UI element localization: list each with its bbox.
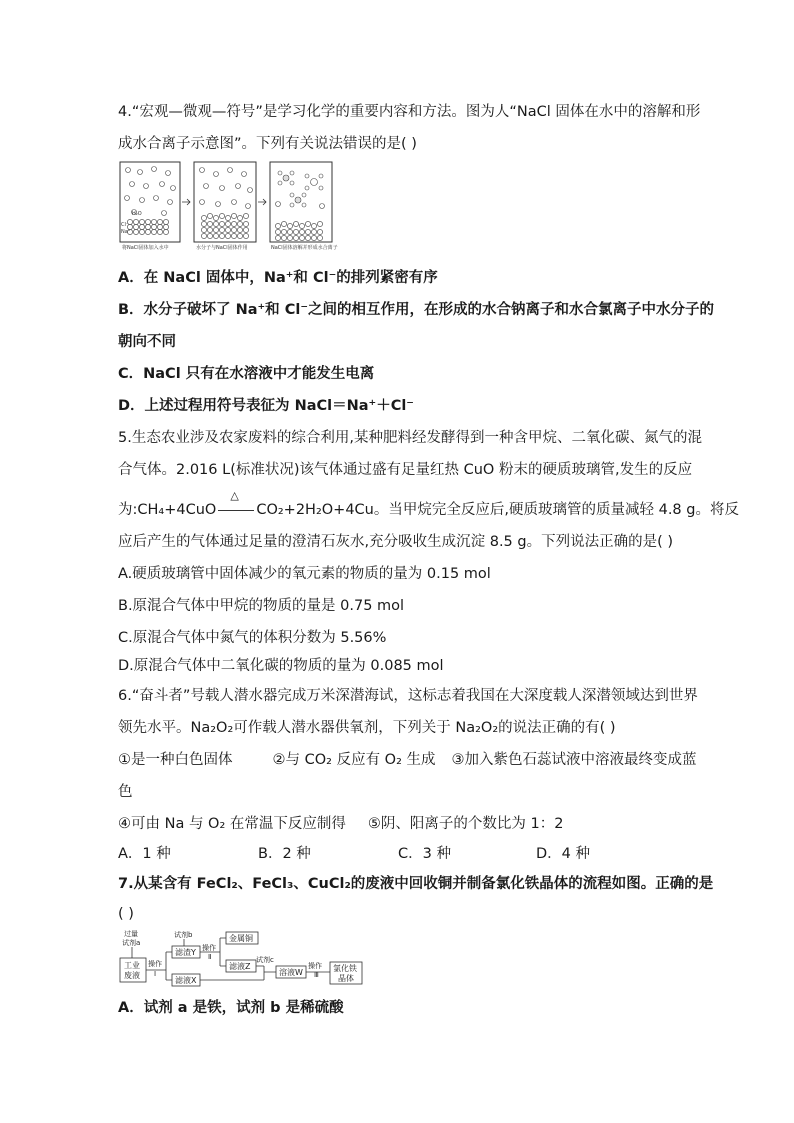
q6-statement-3: ③加入紫色石蕊试液中溶液最终变成蓝	[451, 752, 697, 768]
q5-equation-left: 为:CH₄+4CuO	[118, 502, 217, 518]
flow-waste-line-2: 废液	[124, 971, 140, 980]
flow-product-line-1: 氯化铁	[333, 964, 357, 973]
figure-caption-1: 将NaCl固体加入水中	[122, 245, 169, 251]
flow-reagent-c: 试剂c	[256, 956, 274, 964]
q6-option-c: C．3 种	[398, 846, 451, 862]
q5-option-c: C.原混合气体中氮气的体积分数为 5.56%	[118, 630, 387, 646]
flow-op1-line-2: Ⅰ	[154, 970, 157, 978]
q5-option-d: D.原混合气体中二氧化碳的物质的量为 0.085 mol	[118, 658, 444, 674]
flow-op2-line-2: Ⅱ	[208, 953, 212, 961]
q5-stem-line-1: 5.生态农业涉及农家废料的综合利用,某种肥料经发酵得到一种含甲烷、二氧化碳、氮气的混	[118, 430, 702, 446]
nacl-lattice-1	[127, 219, 168, 234]
q7-option-a: A．试剂 a 是铁，试剂 b 是稀硫酸	[118, 1000, 344, 1016]
q5-option-b: B.原混合气体中甲烷的物质的量是 0.75 mol	[118, 598, 405, 614]
q6-option-a: A．1 种	[118, 846, 171, 862]
q5-stem-line-3	[118, 489, 739, 520]
nacl-dissolution-figure	[118, 160, 362, 252]
figure-caption-2: 水分子与NaCl固体作用	[196, 245, 248, 251]
reaction-condition	[216, 489, 256, 520]
figure-caption-3: NaCl固体溶解并形成水合离子	[271, 245, 338, 251]
q4-option-b-line-1: B．水分子破坏了 Na⁺和 Cl⁻之间的相互作用，在形成的水合钠离子和水合氯离子中水分子的	[118, 302, 714, 318]
flow-connector	[200, 938, 226, 966]
flow-filtrate-z: 滤液Z	[229, 962, 251, 971]
flow-op3-line-2: Ⅲ	[314, 971, 319, 979]
flow-metal-cu: 金属铜	[229, 934, 253, 943]
q6-statement-5: ⑤阴、阳离子的个数比为 1：2	[367, 816, 564, 832]
process-flow-diagram	[118, 928, 368, 990]
q6-statements-row-1	[118, 750, 697, 770]
q6-statements-row-2	[118, 814, 563, 834]
flow-op2-line-1: 操作	[202, 944, 216, 952]
q5-equation-right: CO₂+2H₂O+4Cu。当甲烷完全反应后,硬质玻璃管的质量减轻 4.8 g。将反	[256, 502, 739, 518]
flow-residue-y: 滤渣Y	[175, 948, 196, 957]
q4-option-c: C．NaCl 只有在水溶液中才能发生电离	[118, 366, 375, 382]
q4-option-a: A．在 NaCl 固体中，Na⁺和 Cl⁻的排列紧密有序	[118, 270, 438, 286]
figure-label-na: Na⁺	[121, 229, 131, 235]
arrow-icon	[258, 199, 266, 205]
q6-statement-2: ②与 CO₂ 反应有 O₂ 生成	[272, 752, 436, 768]
flow-reagent-a-line-1: 过量	[124, 930, 138, 938]
flow-filtrate-x: 滤液X	[175, 976, 197, 985]
q6-statement-4: ④可由 Na 与 O₂ 在常温下反应制得	[118, 816, 346, 832]
flow-product-line-2: 晶体	[338, 974, 354, 983]
q7-stem-line-1: 7.从某含有 FeCl₂、FeCl₃、CuCl₂的废液中回收铜并制备氯化铁晶体的流程如图。正确的是	[118, 876, 714, 892]
q6-statement-1: ①是一种白色固体	[118, 752, 233, 768]
q7-stem-line-2: ( )	[118, 906, 134, 922]
q6-statement-3-cont: 色	[118, 784, 133, 800]
figure-label-water: H₂O	[132, 211, 142, 217]
q5-stem-line-4: 应后产生的气体通过足量的澄清石灰水,充分吸收生成沉淀 8.5 g。下列说法正确的是( )	[118, 534, 674, 550]
q5-stem-line-2: 合气体。2.016 L(标准状况)该气体通过盛有足量红热 CuO 粉末的硬质玻璃管,发生的反应	[118, 462, 693, 478]
flow-solution-w: 溶液W	[279, 968, 303, 977]
flow-reagent-a-line-2: 试剂a	[122, 939, 141, 947]
q4-stem-line-2: 成水合离子示意图”。下列有关说法错误的是( )	[118, 136, 417, 152]
flow-waste-line-1: 工业	[124, 961, 140, 970]
flow-reagent-b: 试剂b	[174, 931, 193, 939]
q6-option-b: B．2 种	[258, 846, 311, 862]
q6-option-d: D．4 种	[536, 846, 590, 862]
q4-option-b-line-2: 朝向不同	[118, 334, 176, 350]
figure-label-cl: Cl⁻	[121, 222, 129, 228]
q5-option-a: A.硬质玻璃管中固体减少的氧元素的物质的量为 0.15 mol	[118, 566, 491, 582]
reaction-line	[218, 510, 254, 511]
flow-op3-line-1: 操作	[308, 962, 322, 970]
q6-stem-line-1: 6.“奋斗者”号载人潜水器完成万米深潜海试，这标志着我国在大深度载人深潜领域达到世界	[118, 688, 698, 704]
arrow-icon	[182, 199, 190, 205]
q6-stem-line-2: 领先水平。Na₂O₂可作载人潜水器供氧剂，下列关于 Na₂O₂的说法正确的有( )	[118, 720, 616, 736]
q4-stem-line-1: 4.“宏观—微观—符号”是学习化学的重要内容和方法。图为人“NaCl 固体在水中的溶解和形	[118, 104, 701, 120]
heat-symbol-icon: △	[230, 489, 239, 502]
q4-option-d: D．上述过程用符号表征为 NaCl＝Na⁺＋Cl⁻	[118, 398, 414, 414]
flow-op1-line-1: 操作	[148, 960, 162, 968]
